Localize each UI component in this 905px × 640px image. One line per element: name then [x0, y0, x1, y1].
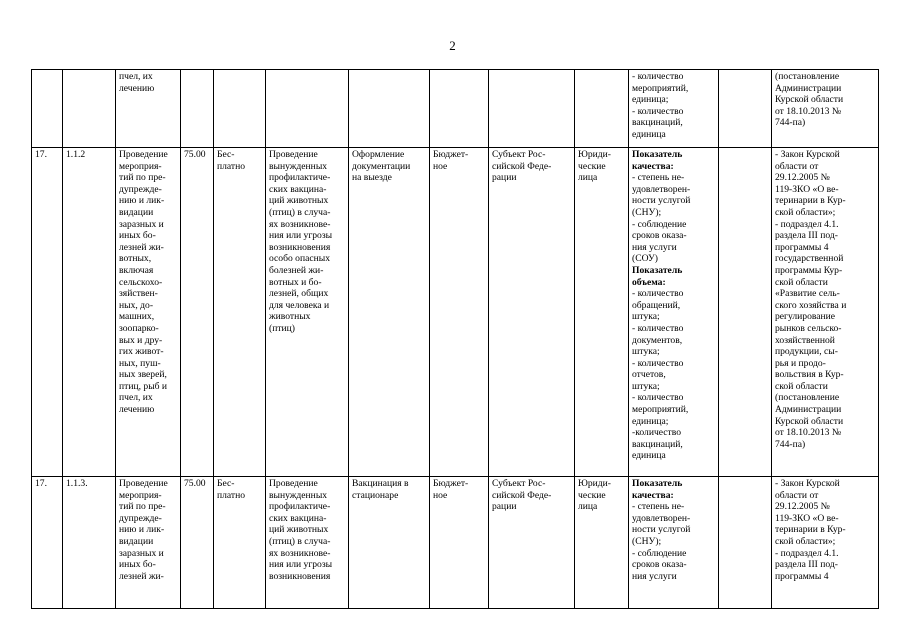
cell-text-line: видации	[119, 535, 154, 547]
cell-text-line: (птиц)	[269, 322, 295, 334]
cell-text-line: лезней, общих	[269, 288, 329, 300]
cell-text-line: тий по пре-	[119, 501, 166, 513]
cell-indicators	[629, 70, 719, 148]
cell-empty-column	[719, 477, 772, 609]
cell-text-line: ций животных	[269, 524, 329, 536]
cell-text-line: - подраздел 4.1.	[775, 547, 839, 559]
cell-row-number	[32, 477, 63, 609]
cell-text-line: ских вакцина-	[269, 183, 327, 195]
cell-text-line: вых и дру-	[119, 334, 163, 346]
cell-code	[63, 70, 116, 148]
cell-text-line: - степень не-	[632, 172, 685, 184]
cell-text-line: регулирование	[775, 311, 836, 323]
page-number: 2	[449, 38, 456, 53]
cell-text-line: документов,	[632, 334, 683, 346]
cell-text-line: Бюджет-	[433, 478, 469, 489]
cell-text-line: 744-па)	[775, 117, 806, 129]
cell-text-line: дупрежде-	[119, 183, 162, 195]
cell-text-line: животных	[269, 311, 311, 323]
cell-text-line: ности услугой	[632, 524, 691, 536]
cell-row-number	[32, 148, 63, 477]
cell-text-line: от 18.10.2013 №	[775, 105, 841, 117]
cell-text-line: штука;	[632, 346, 660, 358]
cell-text-line: теринарии в Кур-	[775, 524, 846, 536]
cell-text-line: Бес-	[217, 149, 235, 160]
cell-text-line: ций животных	[269, 195, 329, 207]
cell-text-line: птиц, рыб и	[119, 380, 168, 392]
cell-text-line: сийской Феде-	[492, 160, 552, 172]
cell-text-line: программы 4	[775, 241, 829, 253]
cell-text-line: качества:	[632, 489, 674, 501]
cell-text-line: мероприя-	[119, 160, 162, 172]
cell-execution-condition	[349, 148, 430, 477]
cell-text-line: заразных и	[119, 547, 164, 559]
cell-text-line: - количество	[632, 357, 684, 369]
cell-execution-condition	[349, 477, 430, 609]
cell-text-line: Проведение	[269, 149, 318, 160]
cell-text-line: штука;	[632, 380, 660, 392]
cell-text-line: теринарии в Кур-	[775, 195, 846, 207]
cell-consumer-category	[575, 70, 629, 148]
cell-text-line: Вакцинация в	[352, 478, 409, 489]
cell-indicators	[629, 148, 719, 477]
cell-text-line: платно	[217, 160, 246, 172]
cell-text-line: платно	[217, 489, 246, 501]
cell-text-line: удовлетворен-	[632, 512, 691, 524]
cell-code	[63, 477, 116, 609]
cell-text-line: рации	[492, 172, 517, 184]
cell-text-line: качества:	[632, 160, 674, 172]
cell-text-line: продукции, сы-	[775, 346, 838, 358]
cell-text-line: единица	[632, 450, 666, 462]
cell-text-line: программы 4	[775, 570, 829, 582]
cell-text-line: Проведение	[119, 149, 168, 160]
cell-text-line: 17.	[35, 149, 47, 160]
cell-unit-code	[181, 148, 214, 477]
cell-text-line: профилактиче-	[269, 172, 331, 184]
cell-text-line: вынужденных	[269, 489, 328, 501]
cell-text-line: раздела III под-	[775, 230, 838, 242]
cell-text-line: Курской области	[775, 94, 844, 106]
cell-text-line: 119-ЗКО «О ве-	[775, 512, 839, 524]
cell-text-line: зяйствен-	[119, 288, 158, 300]
cell-text-line: сийской Феде-	[492, 489, 552, 501]
cell-text-line: ских вакцина-	[269, 512, 327, 524]
cell-text-line: (СНУ);	[632, 206, 662, 218]
cell-text-line: лица	[578, 172, 598, 184]
cell-text-line: 744-па)	[775, 438, 806, 450]
cell-text-line: Юриди-	[578, 478, 612, 489]
cell-service-name	[116, 477, 181, 609]
cell-text-line: вакцинаций,	[632, 438, 683, 450]
cell-payment-type	[214, 70, 266, 148]
cell-founder	[489, 70, 575, 148]
cell-text-line: нию и лик-	[119, 195, 165, 207]
cell-text-line: «Развитие сель-	[775, 288, 840, 300]
cell-text-line: ных зверей,	[119, 369, 167, 381]
cell-text-line: (птиц) в случа-	[269, 206, 331, 218]
cell-text-line: Показатель	[632, 478, 683, 489]
cell-unit-code	[181, 477, 214, 609]
cell-text-line: сроков оказа-	[632, 559, 687, 571]
cell-text-line: лезней жи-	[119, 241, 164, 253]
services-table	[31, 69, 879, 609]
cell-text-line: обращений,	[632, 299, 681, 311]
cell-text-line: Показатель	[632, 149, 683, 160]
cell-text-line: хозяйственной	[775, 334, 835, 346]
cell-text-line: (СОУ)	[632, 253, 658, 265]
cell-text-line: вольствия в Кур-	[775, 369, 844, 381]
cell-text-line: ных, до-	[119, 299, 154, 311]
cell-text-line: ния услуги	[632, 570, 677, 582]
cell-text-line: 75.00	[184, 149, 206, 160]
cell-text-line: сроков оказа-	[632, 230, 687, 242]
cell-text-line: - Закон Курской	[775, 478, 840, 489]
cell-text-line: возникновения	[269, 570, 331, 582]
cell-text-line: профилактиче-	[269, 501, 331, 513]
cell-text-line: ческие	[578, 160, 606, 172]
cell-text-line: возникновения	[269, 241, 331, 253]
cell-text-line: ческие	[578, 489, 606, 501]
cell-text-line: на выезде	[352, 172, 392, 184]
cell-text-line: вакцинаций,	[632, 117, 683, 129]
cell-payment-type	[214, 477, 266, 609]
cell-text-line: - количество	[632, 392, 684, 404]
cell-text-line: 1.1.3.	[66, 478, 88, 489]
cell-text-line: вотных и бо-	[269, 276, 322, 288]
cell-text-line: рации	[492, 501, 517, 513]
cell-service-name	[116, 70, 181, 148]
cell-text-line: Показатель	[632, 264, 683, 276]
cell-indicators	[629, 477, 719, 609]
cell-text-line: нию и лик-	[119, 524, 165, 536]
cell-founder	[489, 148, 575, 477]
cell-financing	[430, 70, 489, 148]
cell-text-line: Субъект Рос-	[492, 149, 546, 160]
cell-text-line: Проведение	[119, 478, 168, 489]
cell-text-line: Курской области	[775, 415, 844, 427]
cell-text-line: ского хозяйства и	[775, 299, 847, 311]
cell-text-line: ях возникнове-	[269, 547, 331, 559]
cell-text-line: государственной	[775, 253, 844, 265]
cell-text-line: 29.12.2005 №	[775, 501, 830, 513]
cell-text-line: для человека и	[269, 299, 330, 311]
cell-text-line: Бес-	[217, 478, 235, 489]
cell-text-line: области от	[775, 160, 819, 172]
table-row	[32, 148, 879, 477]
cell-consumer-category	[575, 148, 629, 477]
cell-text-line: иных бо-	[119, 559, 156, 571]
cell-text-line: объема:	[632, 276, 666, 288]
cell-text-line: штука;	[632, 311, 660, 323]
cell-text-line: программы Кур-	[775, 264, 843, 276]
cell-financing	[430, 148, 489, 477]
cell-payment-type	[214, 148, 266, 477]
cell-text-line: сельскохо-	[119, 276, 163, 288]
cell-text-line: вынужденных	[269, 160, 328, 172]
cell-text-line: - количество	[632, 71, 684, 82]
cell-text-line: - подраздел 4.1.	[775, 218, 839, 230]
cell-text-line: 29.12.2005 №	[775, 172, 830, 184]
cell-text-line: пчел, их	[119, 392, 153, 404]
cell-content	[266, 477, 349, 609]
cell-text-line: области от	[775, 489, 819, 501]
cell-code	[63, 148, 116, 477]
cell-text-line: раздела III под-	[775, 559, 838, 571]
cell-text-line: Администрации	[775, 82, 842, 94]
cell-text-line: Проведение	[269, 478, 318, 489]
cell-text-line: рья и продо-	[775, 357, 826, 369]
cell-text-line: мероприятий,	[632, 404, 689, 416]
cell-text-line: - соблюдение	[632, 218, 687, 230]
cell-text-line: отчетов,	[632, 369, 666, 381]
cell-text-line: ской области	[775, 380, 828, 392]
cell-text-line: Оформление	[352, 149, 405, 160]
cell-text-line: зоопарко-	[119, 322, 159, 334]
cell-service-name	[116, 148, 181, 477]
cell-text-line: ской области	[775, 276, 828, 288]
cell-text-line: ное	[433, 160, 448, 172]
cell-text-line: ния или угрозы	[269, 559, 333, 571]
cell-row-number	[32, 70, 63, 148]
cell-content	[266, 70, 349, 148]
cell-text-line: пчел, их	[119, 71, 153, 82]
cell-text-line: мероприятий,	[632, 82, 689, 94]
cell-legal-basis	[772, 70, 879, 148]
cell-text-line: лица	[578, 501, 598, 513]
cell-text-line: лечению	[119, 404, 155, 416]
cell-text-line: Субъект Рос-	[492, 478, 546, 489]
cell-text-line: болезней жи-	[269, 264, 324, 276]
cell-text-line: особо опасных	[269, 253, 330, 265]
cell-text-line: ях возникнове-	[269, 218, 331, 230]
cell-text-line: вотных,	[119, 253, 152, 265]
cell-text-line: тий по пре-	[119, 172, 166, 184]
cell-text-line: включая	[119, 264, 154, 276]
cell-legal-basis	[772, 477, 879, 609]
cell-text-line: мероприя-	[119, 489, 162, 501]
cell-text-line: гих живот-	[119, 346, 164, 358]
cell-text-line: единица;	[632, 94, 669, 106]
cell-empty-column	[719, 148, 772, 477]
cell-text-line: - количество	[632, 322, 684, 334]
table-row	[32, 477, 879, 609]
cell-content	[266, 148, 349, 477]
cell-text-line: иных бо-	[119, 230, 156, 242]
cell-text-line: единица;	[632, 415, 669, 427]
cell-unit-code	[181, 70, 214, 148]
cell-text-line: видации	[119, 206, 154, 218]
cell-text-line: единица	[632, 128, 666, 140]
cell-text-line: от 18.10.2013 №	[775, 427, 841, 439]
cell-empty-column	[719, 70, 772, 148]
cell-legal-basis	[772, 148, 879, 477]
cell-text-line: удовлетворен-	[632, 183, 691, 195]
cell-text-line: 75.00	[184, 478, 206, 489]
cell-text-line: (птиц) в случа-	[269, 535, 331, 547]
cell-text-line: ное	[433, 489, 448, 501]
cell-text-line: - количество	[632, 105, 684, 117]
cell-text-line: ния услуги	[632, 241, 677, 253]
cell-text-line: (СНУ);	[632, 535, 662, 547]
cell-text-line: рынков сельско-	[775, 322, 842, 334]
cell-text-line: дупрежде-	[119, 512, 162, 524]
cell-text-line: ской области»;	[775, 535, 836, 547]
cell-text-line: (постановление	[775, 392, 840, 404]
cell-execution-condition	[349, 70, 430, 148]
cell-text-line: документации	[352, 160, 411, 172]
cell-text-line: ской области»;	[775, 206, 836, 218]
cell-text-line: 1.1.2	[66, 149, 86, 160]
cell-consumer-category	[575, 477, 629, 609]
cell-financing	[430, 477, 489, 609]
cell-text-line: Бюджет-	[433, 149, 469, 160]
cell-text-line: -количество	[632, 427, 681, 439]
table-row	[32, 70, 879, 148]
cell-text-line: ных, пуш-	[119, 357, 161, 369]
cell-text-line: Юриди-	[578, 149, 612, 160]
cell-text-line: 17.	[35, 478, 47, 489]
cell-text-line: лечению	[119, 82, 155, 94]
cell-text-line: (постановление	[775, 71, 840, 82]
cell-text-line: - степень не-	[632, 501, 685, 513]
cell-text-line: 119-ЗКО «О ве-	[775, 183, 839, 195]
cell-founder	[489, 477, 575, 609]
cell-text-line: - количество	[632, 288, 684, 300]
cell-text-line: Администрации	[775, 404, 842, 416]
cell-text-line: - соблюдение	[632, 547, 687, 559]
cell-text-line: ности услугой	[632, 195, 691, 207]
cell-text-line: стационаре	[352, 489, 399, 501]
cell-text-line: заразных и	[119, 218, 164, 230]
cell-text-line: машних,	[119, 311, 155, 323]
cell-text-line: - Закон Курской	[775, 149, 840, 160]
cell-text-line: лезней жи-	[119, 570, 164, 582]
cell-text-line: ния или угрозы	[269, 230, 333, 242]
